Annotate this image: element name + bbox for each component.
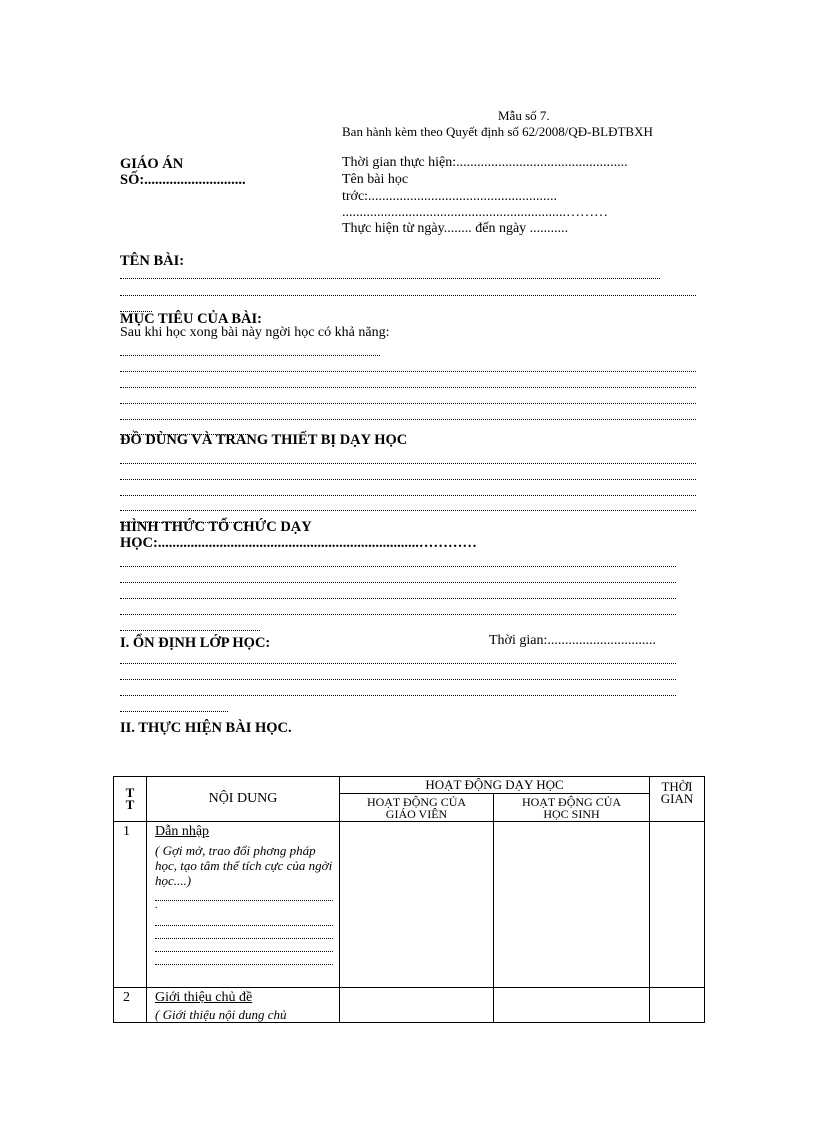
dot-mark: . [155, 900, 158, 911]
dotted-line [120, 485, 696, 496]
previous-lesson-field: trớc:...................................................... [342, 189, 558, 204]
student-activity-cell [494, 822, 650, 988]
previous-lesson-label: Tên bài học [342, 172, 409, 187]
column-header-time: THỜI GIAN [650, 777, 705, 822]
column-header-student: HOẠT ĐỘNG CỦA HỌC SINH [494, 794, 650, 822]
dotted-line [120, 361, 696, 372]
lesson-plan-title: GIÁO ÁN [120, 156, 184, 172]
lesson-plan-number: SỐ:............................ [120, 172, 246, 188]
class-setup-time: Thời gian:............................... [489, 633, 656, 648]
dotted-line [120, 393, 696, 404]
date-range-field: Thực hiện từ ngày........ đến ngày ........... [342, 221, 569, 236]
organization-heading-cont: HỌC:........................................................................………… [120, 535, 477, 551]
row-content [147, 822, 340, 988]
dotted-line [120, 409, 696, 420]
equipment-heading: ĐỒ DÙNG VÀ TRANG THIẾT BỊ DẠY HỌC [120, 432, 408, 448]
dotted-line [120, 572, 676, 583]
dotted-line [120, 500, 696, 511]
time-cell [650, 988, 705, 1023]
column-header-activities: HOẠT ĐỘNG DẠY HỌC [340, 777, 650, 794]
column-header-tt: TT [114, 777, 147, 822]
dotted-line [120, 620, 260, 631]
dotted-line [155, 939, 333, 952]
previous-lesson-dots: ................................................................……… [342, 205, 608, 220]
table-row [114, 822, 705, 988]
dotted-line [155, 913, 333, 926]
row-number: 1 [114, 822, 147, 988]
dotted-line [120, 268, 660, 279]
class-setup-heading: I. ỔN ĐỊNH LỚP HỌC: [120, 635, 271, 651]
lesson-activity-table [113, 776, 705, 1023]
row-title: Giới thiệu chủ đề [155, 990, 253, 1005]
time-cell [650, 822, 705, 988]
duration-field: Thời gian thực hiện:................................................. [342, 155, 628, 170]
dotted-line [120, 469, 696, 480]
dotted-line [120, 604, 676, 615]
dotted-line [120, 653, 676, 664]
decree-reference: Ban hành kèm theo Quyết định số 62/2008/QĐ-BLĐTBXH [342, 124, 653, 139]
row-number: 2 [114, 988, 147, 1023]
objectives-heading: MỤC TIÊU CỦA BÀI: [120, 311, 262, 327]
dotted-line [120, 377, 696, 388]
dotted-line [155, 926, 333, 939]
objectives-subtitle: Sau khi học xong bài này ngời học có khả năng: [120, 325, 390, 340]
dotted-line [120, 701, 228, 712]
dotted-line [155, 952, 333, 965]
execute-heading: II. THỰC HIỆN BÀI HỌC. [120, 720, 292, 736]
row-note: ( Gợi mở, trao đổi phơng pháp học, tạo tâm thế tích cực của ngời học....) [155, 843, 333, 888]
teacher-activity-cell [340, 822, 494, 988]
dotted-line [120, 685, 676, 696]
dotted-line [120, 588, 676, 599]
dotted-line [155, 888, 333, 901]
dotted-line [120, 556, 676, 567]
dotted-line [120, 453, 696, 464]
form-number: Mẫu số 7. [498, 108, 550, 123]
row-note: ( Giới thiệu nội dung chủ [155, 1007, 287, 1022]
column-header-content: NỘI DUNG [147, 777, 340, 822]
row-content [147, 988, 340, 1023]
column-header-teacher: HOẠT ĐỘNG CỦA GIÁO VIÊN [340, 794, 494, 822]
dotted-line [120, 285, 696, 296]
dotted-line [120, 669, 676, 680]
dotted-line [120, 345, 380, 356]
lesson-name-heading: TÊN BÀI: [120, 253, 185, 269]
teacher-activity-cell [340, 988, 494, 1023]
student-activity-cell [494, 988, 650, 1023]
table-row [114, 988, 705, 1023]
row-title: Dẫn nhập [155, 824, 210, 839]
organization-heading: HÌNH THỨC TỔ CHỨC DẠY [120, 519, 312, 535]
